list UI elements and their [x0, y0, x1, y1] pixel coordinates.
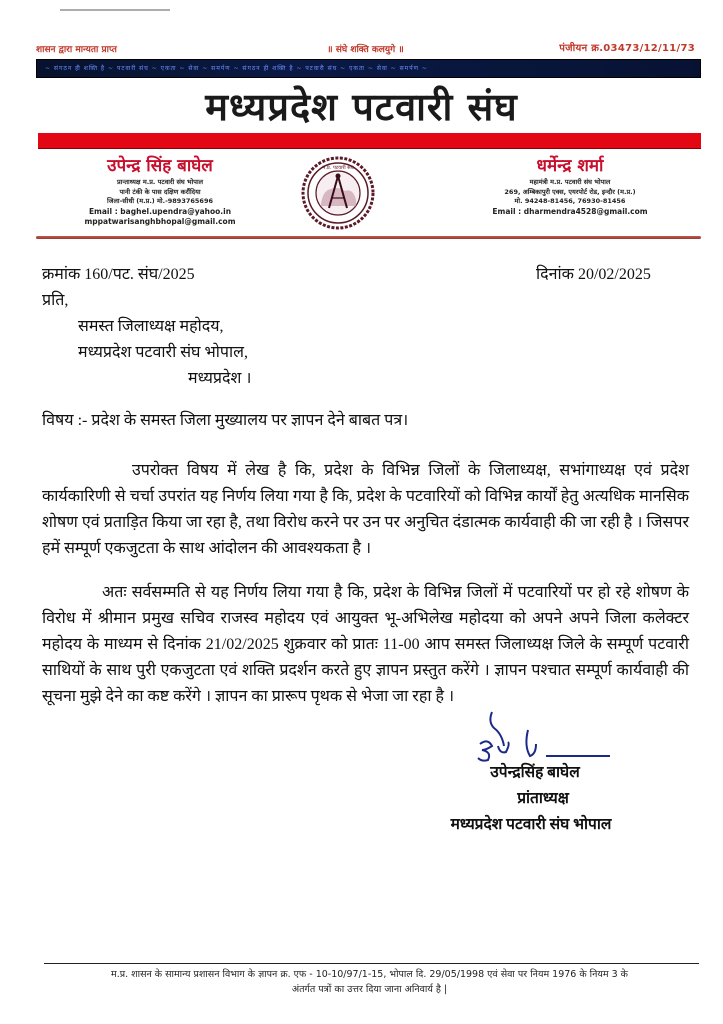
letter-date: दिनांक 20/02/2025	[536, 266, 651, 283]
scan-artifact-line	[60, 9, 170, 11]
president-name: उपेन्द्र सिंह बाघेल	[107, 156, 213, 176]
seal-text: म.प्र. पटवारी संघ	[322, 165, 354, 171]
president-email[interactable]: Email : baghel.upendra@yahoo.in	[88, 206, 232, 216]
recognition-text: शासन द्वारा मान्यता प्राप्त	[36, 45, 117, 55]
organization-title: मध्यप्रदेश पटवारी संघ	[205, 85, 518, 129]
footer-notice	[40, 967, 699, 997]
secretary-address: 269, अम्बिकापुरी एक्स, एयरपोर्ट रोड, इन्दौर (म.प्र.)	[504, 187, 636, 196]
addressee-line: मध्यप्रदेश पटवारी संघ भोपाल,	[78, 344, 248, 361]
registration-number: पंजीयन क्र.03473/12/11/73	[559, 43, 695, 54]
signatory-title: प्रांताध्यक्ष	[517, 790, 569, 807]
handwritten-signature-icon	[470, 708, 620, 764]
decorative-band: ~ संगठन ही शक्ति है ~ पटवारी संघ ~ एकता ~ सेवा ~ समर्पण ~ संगठन ही शक्ति है ~ पटवारी संघ ~ एकता ~ सेवा ~ समर्पण ~	[36, 59, 701, 78]
president-designation: प्रान्ताध्यक्ष म.प्र. पटवारी संघ भोपाल	[116, 178, 204, 186]
body-paragraph: अतः सर्वसम्मति से यह निर्णय लिया गया है कि, प्रदेश के विभिन्न जिलों में पटवारियों पर हो रहे शोषण के विरोध में श्रीमान प्रमुख सचिव राजस्व महोदय एवं आयुक्त भू-अभिलेख महोदया को अपने अपने जिला कलेक्टर महोदय के माध्यम से दिनांक 21/02/2025 शुक्रवार को प्रातः 11-00 आप समस्त जिलाध्यक्ष जिले के सम्पूर्ण पटवारी साथियों के साथ पुरी एकजुटता एवं शक्ति प्रदर्शन करते हुए ज्ञापन प्रस्तुत करेंगे । ज्ञापन पश्चात सम्पूर्ण कार्यवाही की सूचना मुझे देने का कष्ट करेंगे । ज्ञापन का प्रारूप पृथक से भेजा जा रहा है ।	[42, 584, 689, 705]
letterhead-divider	[36, 236, 701, 239]
president-address: पानी टंकी के पास दक्षिण करौंदिया	[119, 187, 201, 196]
secretary-email[interactable]: Email : dharmendra4528@gmail.com	[492, 206, 648, 216]
association-email[interactable]: mppatwarisanghbhopal@gmail.com	[84, 216, 236, 226]
signatory-name: उपेन्द्रसिंह बाघेल	[490, 764, 580, 781]
red-divider-band	[38, 133, 701, 149]
reference-number: क्रमांक 160/पट. संघ/2025	[42, 266, 195, 283]
letterhead-meta	[36, 40, 695, 56]
signatory-organization: मध्यप्रदेश पटवारी संघ भोपाल	[450, 816, 612, 833]
subject-line: विषय :- प्रदेश के समस्त जिला मुख्यालय पर ज्ञापन देने बाबत पत्र।	[42, 412, 409, 429]
addressee-line: समस्त जिलाध्यक्ष महोदय,	[78, 318, 224, 335]
addressee-line: मध्यप्रदेश ।	[188, 370, 252, 387]
footer-divider	[44, 963, 699, 964]
secretary-phone: मो. 94248-81456, 76930-81456	[514, 197, 626, 205]
to-label: प्रति,	[42, 292, 69, 309]
secretary-designation: महामंत्री म.प्र. पटवारी संघ भोपाल	[529, 178, 611, 186]
motto-text: ॥ संघे शक्ति कलयुगे ॥	[327, 45, 404, 55]
body-paragraph: उपरोक्त विषय में लेख है कि, प्रदेश के विभिन्न जिलों के जिलाध्यक्ष, सभांगाध्यक्ष एवं प्रदेश कार्यकारिणी से चर्चा उपरांत यह निर्णय लिया गया है कि, प्रदेश के पटवारियों को विभिन्न कार्यों हेतु अत्यधिक मानसिक शोषण एवं प्रताड़ित किया जा रहा है, तथा विरोध करने पर उन पर अनुचित दंडात्मक कार्यवाही की जा रही है । जिसपर हमें सम्पूर्ण एकजुटता के साथ आंदोलन की आवश्यकता है ।	[42, 462, 689, 557]
secretary-name: धर्मेन्द्र शर्मा	[536, 156, 604, 176]
association-seal-icon	[301, 156, 375, 230]
president-phone: जिला-सीधी (म.प्र.) मो.-9893765696	[106, 197, 213, 205]
footer-line: अंतर्गत पत्रों का उत्तर दिया जाना अनिवार्य है |	[291, 984, 448, 995]
president-contact	[40, 153, 280, 227]
general-secretary-contact	[450, 153, 690, 217]
footer-line: म.प्र. शासन के सामान्य प्रशासन विभाग के ज्ञापन क्र. एफ - 10-10/97/1-15, भोपाल दि. 29/05/1998 एवं सेवा पर नियम 1976 के नियम 3 के	[111, 969, 628, 980]
